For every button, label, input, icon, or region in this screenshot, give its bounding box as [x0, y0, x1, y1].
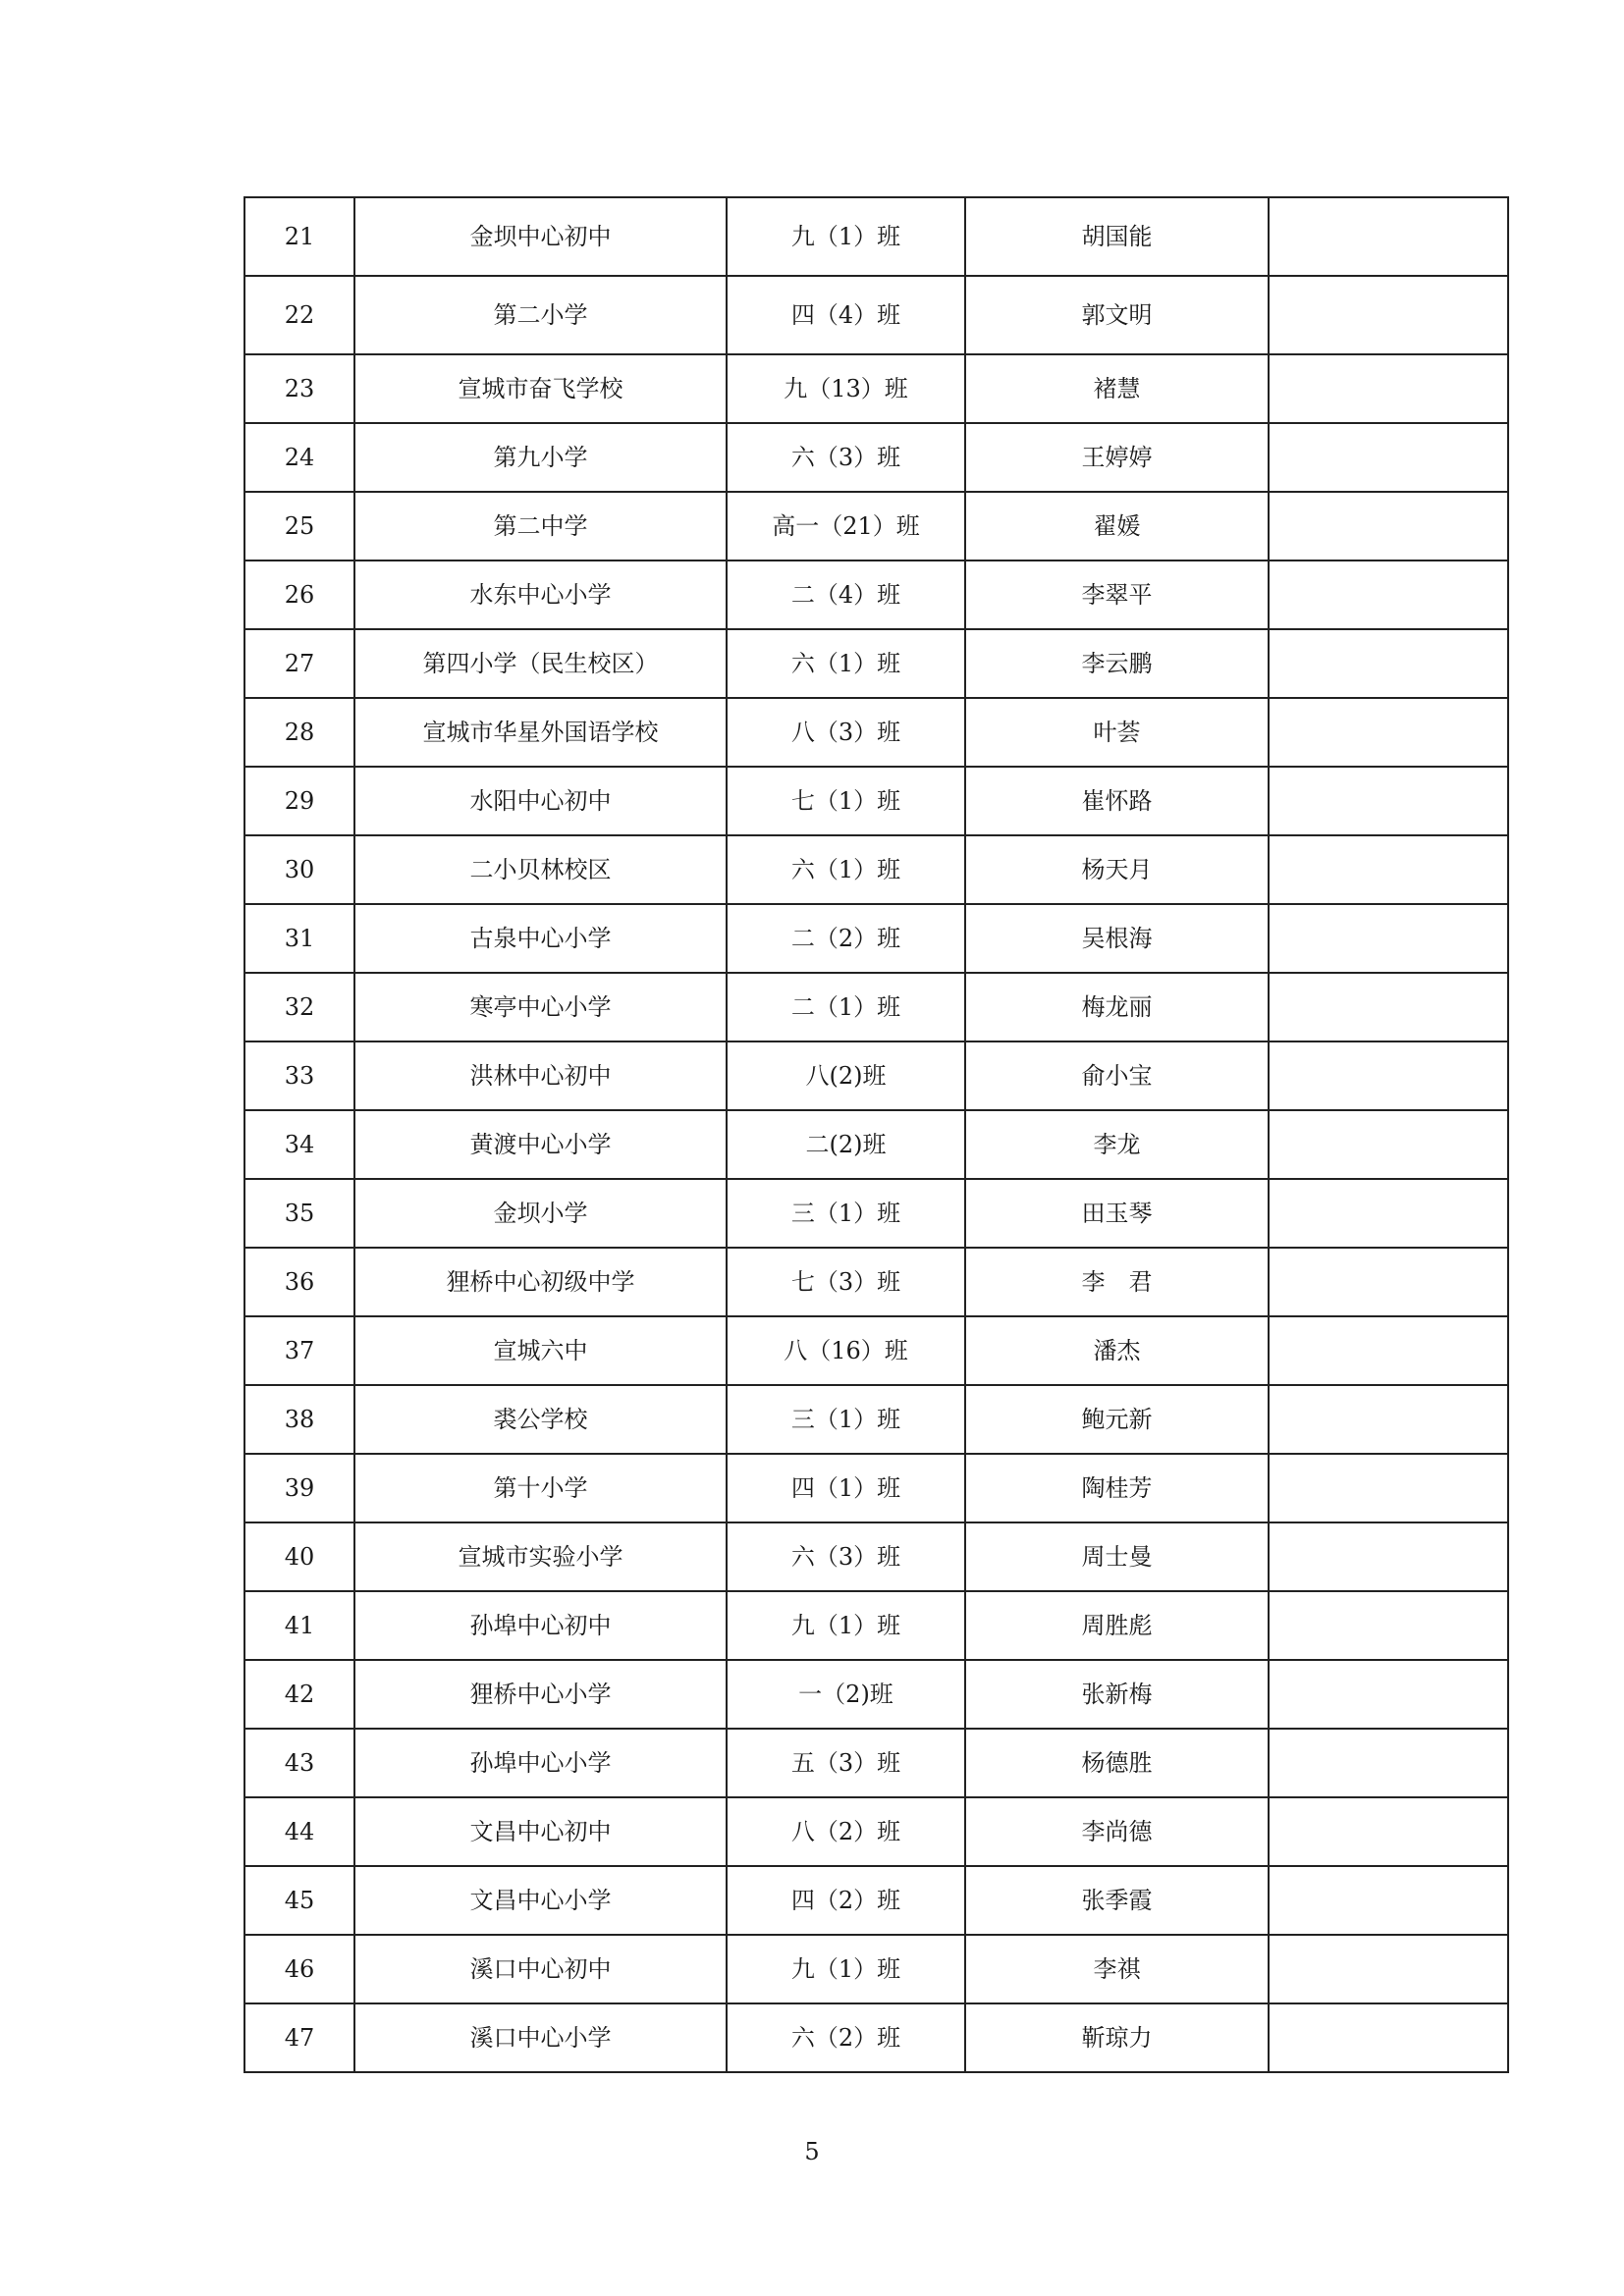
school-name-cell: 文昌中心小学: [354, 1866, 727, 1935]
row-number-cell: 43: [244, 1729, 354, 1797]
note-cell: [1269, 1729, 1508, 1797]
class-cell: 四（4）班: [727, 276, 965, 354]
teacher-list-table: [244, 196, 1509, 2073]
teacher-name-cell: 杨天月: [965, 835, 1269, 904]
note-cell: [1269, 276, 1508, 354]
school-name-cell: 第九小学: [354, 423, 727, 492]
teacher-name-cell: 周士曼: [965, 1522, 1269, 1591]
class-cell: 六（3）班: [727, 423, 965, 492]
class-cell: 四（2）班: [727, 1866, 965, 1935]
teacher-name-cell: 张季霞: [965, 1866, 1269, 1935]
school-name-cell: 狸桥中心初级中学: [354, 1248, 727, 1316]
note-cell: [1269, 973, 1508, 1041]
class-cell: 九（1）班: [727, 197, 965, 276]
school-name-cell: 孙埠中心小学: [354, 1729, 727, 1797]
note-cell: [1269, 1454, 1508, 1522]
note-cell: [1269, 1591, 1508, 1660]
row-number-cell: 35: [244, 1179, 354, 1248]
table-row: [244, 1316, 1508, 1385]
school-name-cell: 黄渡中心小学: [354, 1110, 727, 1179]
table-row: [244, 197, 1508, 276]
school-name-cell: 寒亭中心小学: [354, 973, 727, 1041]
school-name-cell: 古泉中心小学: [354, 904, 727, 973]
school-name-cell: 第二中学: [354, 492, 727, 561]
table-row: [244, 835, 1508, 904]
note-cell: [1269, 1385, 1508, 1454]
row-number-cell: 44: [244, 1797, 354, 1866]
row-number-cell: 32: [244, 973, 354, 1041]
note-cell: [1269, 629, 1508, 698]
row-number-cell: 22: [244, 276, 354, 354]
class-cell: 九（1）班: [727, 1935, 965, 2003]
teacher-name-cell: 胡国能: [965, 197, 1269, 276]
class-cell: 六（3）班: [727, 1522, 965, 1591]
table-row: [244, 2003, 1508, 2072]
table-row: [244, 1041, 1508, 1110]
school-name-cell: 溪口中心小学: [354, 2003, 727, 2072]
table-body: [244, 197, 1508, 2072]
school-name-cell: 金坝小学: [354, 1179, 727, 1248]
class-cell: 七（1）班: [727, 767, 965, 835]
class-cell: 八（16）班: [727, 1316, 965, 1385]
note-cell: [1269, 1522, 1508, 1591]
row-number-cell: 41: [244, 1591, 354, 1660]
table-row: [244, 1729, 1508, 1797]
note-cell: [1269, 1935, 1508, 2003]
row-number-cell: 24: [244, 423, 354, 492]
table-row: [244, 1454, 1508, 1522]
table-row: [244, 1385, 1508, 1454]
table-row: [244, 1935, 1508, 2003]
note-cell: [1269, 423, 1508, 492]
row-number-cell: 39: [244, 1454, 354, 1522]
class-cell: 八（2）班: [727, 1797, 965, 1866]
row-number-cell: 25: [244, 492, 354, 561]
school-name-cell: 宣城市奋飞学校: [354, 354, 727, 423]
school-name-cell: 洪林中心初中: [354, 1041, 727, 1110]
table-row: [244, 1522, 1508, 1591]
table-row: [244, 1797, 1508, 1866]
table-row: [244, 1591, 1508, 1660]
note-cell: [1269, 767, 1508, 835]
table-row: [244, 1866, 1508, 1935]
note-cell: [1269, 698, 1508, 767]
teacher-name-cell: 张新梅: [965, 1660, 1269, 1729]
table-row: [244, 492, 1508, 561]
table-row: [244, 1660, 1508, 1729]
class-cell: 二（1）班: [727, 973, 965, 1041]
school-name-cell: 狸桥中心小学: [354, 1660, 727, 1729]
table-row: [244, 1110, 1508, 1179]
school-name-cell: 孙埠中心初中: [354, 1591, 727, 1660]
school-name-cell: 第二小学: [354, 276, 727, 354]
note-cell: [1269, 1110, 1508, 1179]
row-number-cell: 21: [244, 197, 354, 276]
class-cell: 三（1）班: [727, 1179, 965, 1248]
school-name-cell: 宣城市华星外国语学校: [354, 698, 727, 767]
row-number-cell: 27: [244, 629, 354, 698]
row-number-cell: 29: [244, 767, 354, 835]
row-number-cell: 30: [244, 835, 354, 904]
teacher-name-cell: 吴根海: [965, 904, 1269, 973]
note-cell: [1269, 1660, 1508, 1729]
note-cell: [1269, 1041, 1508, 1110]
class-cell: 二（2）班: [727, 904, 965, 973]
table-row: [244, 698, 1508, 767]
row-number-cell: 23: [244, 354, 354, 423]
table-row: [244, 767, 1508, 835]
school-name-cell: 文昌中心初中: [354, 1797, 727, 1866]
row-number-cell: 47: [244, 2003, 354, 2072]
teacher-name-cell: 周胜彪: [965, 1591, 1269, 1660]
table-row: [244, 1179, 1508, 1248]
row-number-cell: 36: [244, 1248, 354, 1316]
note-cell: [1269, 1179, 1508, 1248]
row-number-cell: 28: [244, 698, 354, 767]
school-name-cell: 宣城六中: [354, 1316, 727, 1385]
teacher-name-cell: 翟媛: [965, 492, 1269, 561]
class-cell: 二（4）班: [727, 561, 965, 629]
teacher-name-cell: 梅龙丽: [965, 973, 1269, 1041]
note-cell: [1269, 1866, 1508, 1935]
table-row: [244, 423, 1508, 492]
teacher-name-cell: 潘杰: [965, 1316, 1269, 1385]
table-row: [244, 276, 1508, 354]
row-number-cell: 40: [244, 1522, 354, 1591]
school-name-cell: 溪口中心初中: [354, 1935, 727, 2003]
class-cell: 七（3）班: [727, 1248, 965, 1316]
class-cell: 九（1）班: [727, 1591, 965, 1660]
school-name-cell: 第十小学: [354, 1454, 727, 1522]
teacher-name-cell: 鲍元新: [965, 1385, 1269, 1454]
row-number-cell: 33: [244, 1041, 354, 1110]
class-cell: 六（1）班: [727, 835, 965, 904]
table-row: [244, 973, 1508, 1041]
teacher-name-cell: 郭文明: [965, 276, 1269, 354]
class-cell: 二(2)班: [727, 1110, 965, 1179]
class-cell: 九（13）班: [727, 354, 965, 423]
class-cell: 四（1）班: [727, 1454, 965, 1522]
school-name-cell: 二小贝林校区: [354, 835, 727, 904]
class-cell: 八（3）班: [727, 698, 965, 767]
row-number-cell: 31: [244, 904, 354, 973]
table-row: [244, 354, 1508, 423]
school-name-cell: 第四小学（民生校区）: [354, 629, 727, 698]
teacher-name-cell: 陶桂芳: [965, 1454, 1269, 1522]
teacher-name-cell: 叶荟: [965, 698, 1269, 767]
page-number: 5: [804, 2138, 820, 2165]
note-cell: [1269, 2003, 1508, 2072]
class-cell: 高一（21）班: [727, 492, 965, 561]
note-cell: [1269, 197, 1508, 276]
school-name-cell: 宣城市实验小学: [354, 1522, 727, 1591]
row-number-cell: 26: [244, 561, 354, 629]
school-name-cell: 水阳中心初中: [354, 767, 727, 835]
class-cell: 八(2)班: [727, 1041, 965, 1110]
note-cell: [1269, 492, 1508, 561]
teacher-name-cell: 靳琼力: [965, 2003, 1269, 2072]
school-name-cell: 水东中心小学: [354, 561, 727, 629]
row-number-cell: 37: [244, 1316, 354, 1385]
teacher-name-cell: 李尚德: [965, 1797, 1269, 1866]
row-number-cell: 38: [244, 1385, 354, 1454]
teacher-name-cell: 李祺: [965, 1935, 1269, 2003]
note-cell: [1269, 1316, 1508, 1385]
note-cell: [1269, 1248, 1508, 1316]
note-cell: [1269, 904, 1508, 973]
note-cell: [1269, 561, 1508, 629]
school-name-cell: 金坝中心初中: [354, 197, 727, 276]
class-cell: 三（1）班: [727, 1385, 965, 1454]
class-cell: 六（1）班: [727, 629, 965, 698]
teacher-name-cell: 杨德胜: [965, 1729, 1269, 1797]
note-cell: [1269, 1797, 1508, 1866]
row-number-cell: 34: [244, 1110, 354, 1179]
row-number-cell: 46: [244, 1935, 354, 2003]
row-number-cell: 45: [244, 1866, 354, 1935]
teacher-name-cell: 俞小宝: [965, 1041, 1269, 1110]
table-row: [244, 904, 1508, 973]
teacher-name-cell: 王婷婷: [965, 423, 1269, 492]
class-cell: 五（3）班: [727, 1729, 965, 1797]
table-row: [244, 629, 1508, 698]
note-cell: [1269, 354, 1508, 423]
school-name-cell: 裘公学校: [354, 1385, 727, 1454]
teacher-name-cell: 田玉琴: [965, 1179, 1269, 1248]
teacher-name-cell: 崔怀路: [965, 767, 1269, 835]
teacher-name-cell: 褚慧: [965, 354, 1269, 423]
teacher-name-cell: 李龙: [965, 1110, 1269, 1179]
table-row: [244, 561, 1508, 629]
row-number-cell: 42: [244, 1660, 354, 1729]
teacher-name-cell: 李云鹏: [965, 629, 1269, 698]
class-cell: 六（2）班: [727, 2003, 965, 2072]
teacher-name-cell: 李 君: [965, 1248, 1269, 1316]
teacher-name-cell: 李翠平: [965, 561, 1269, 629]
note-cell: [1269, 835, 1508, 904]
table-row: [244, 1248, 1508, 1316]
class-cell: 一（2)班: [727, 1660, 965, 1729]
